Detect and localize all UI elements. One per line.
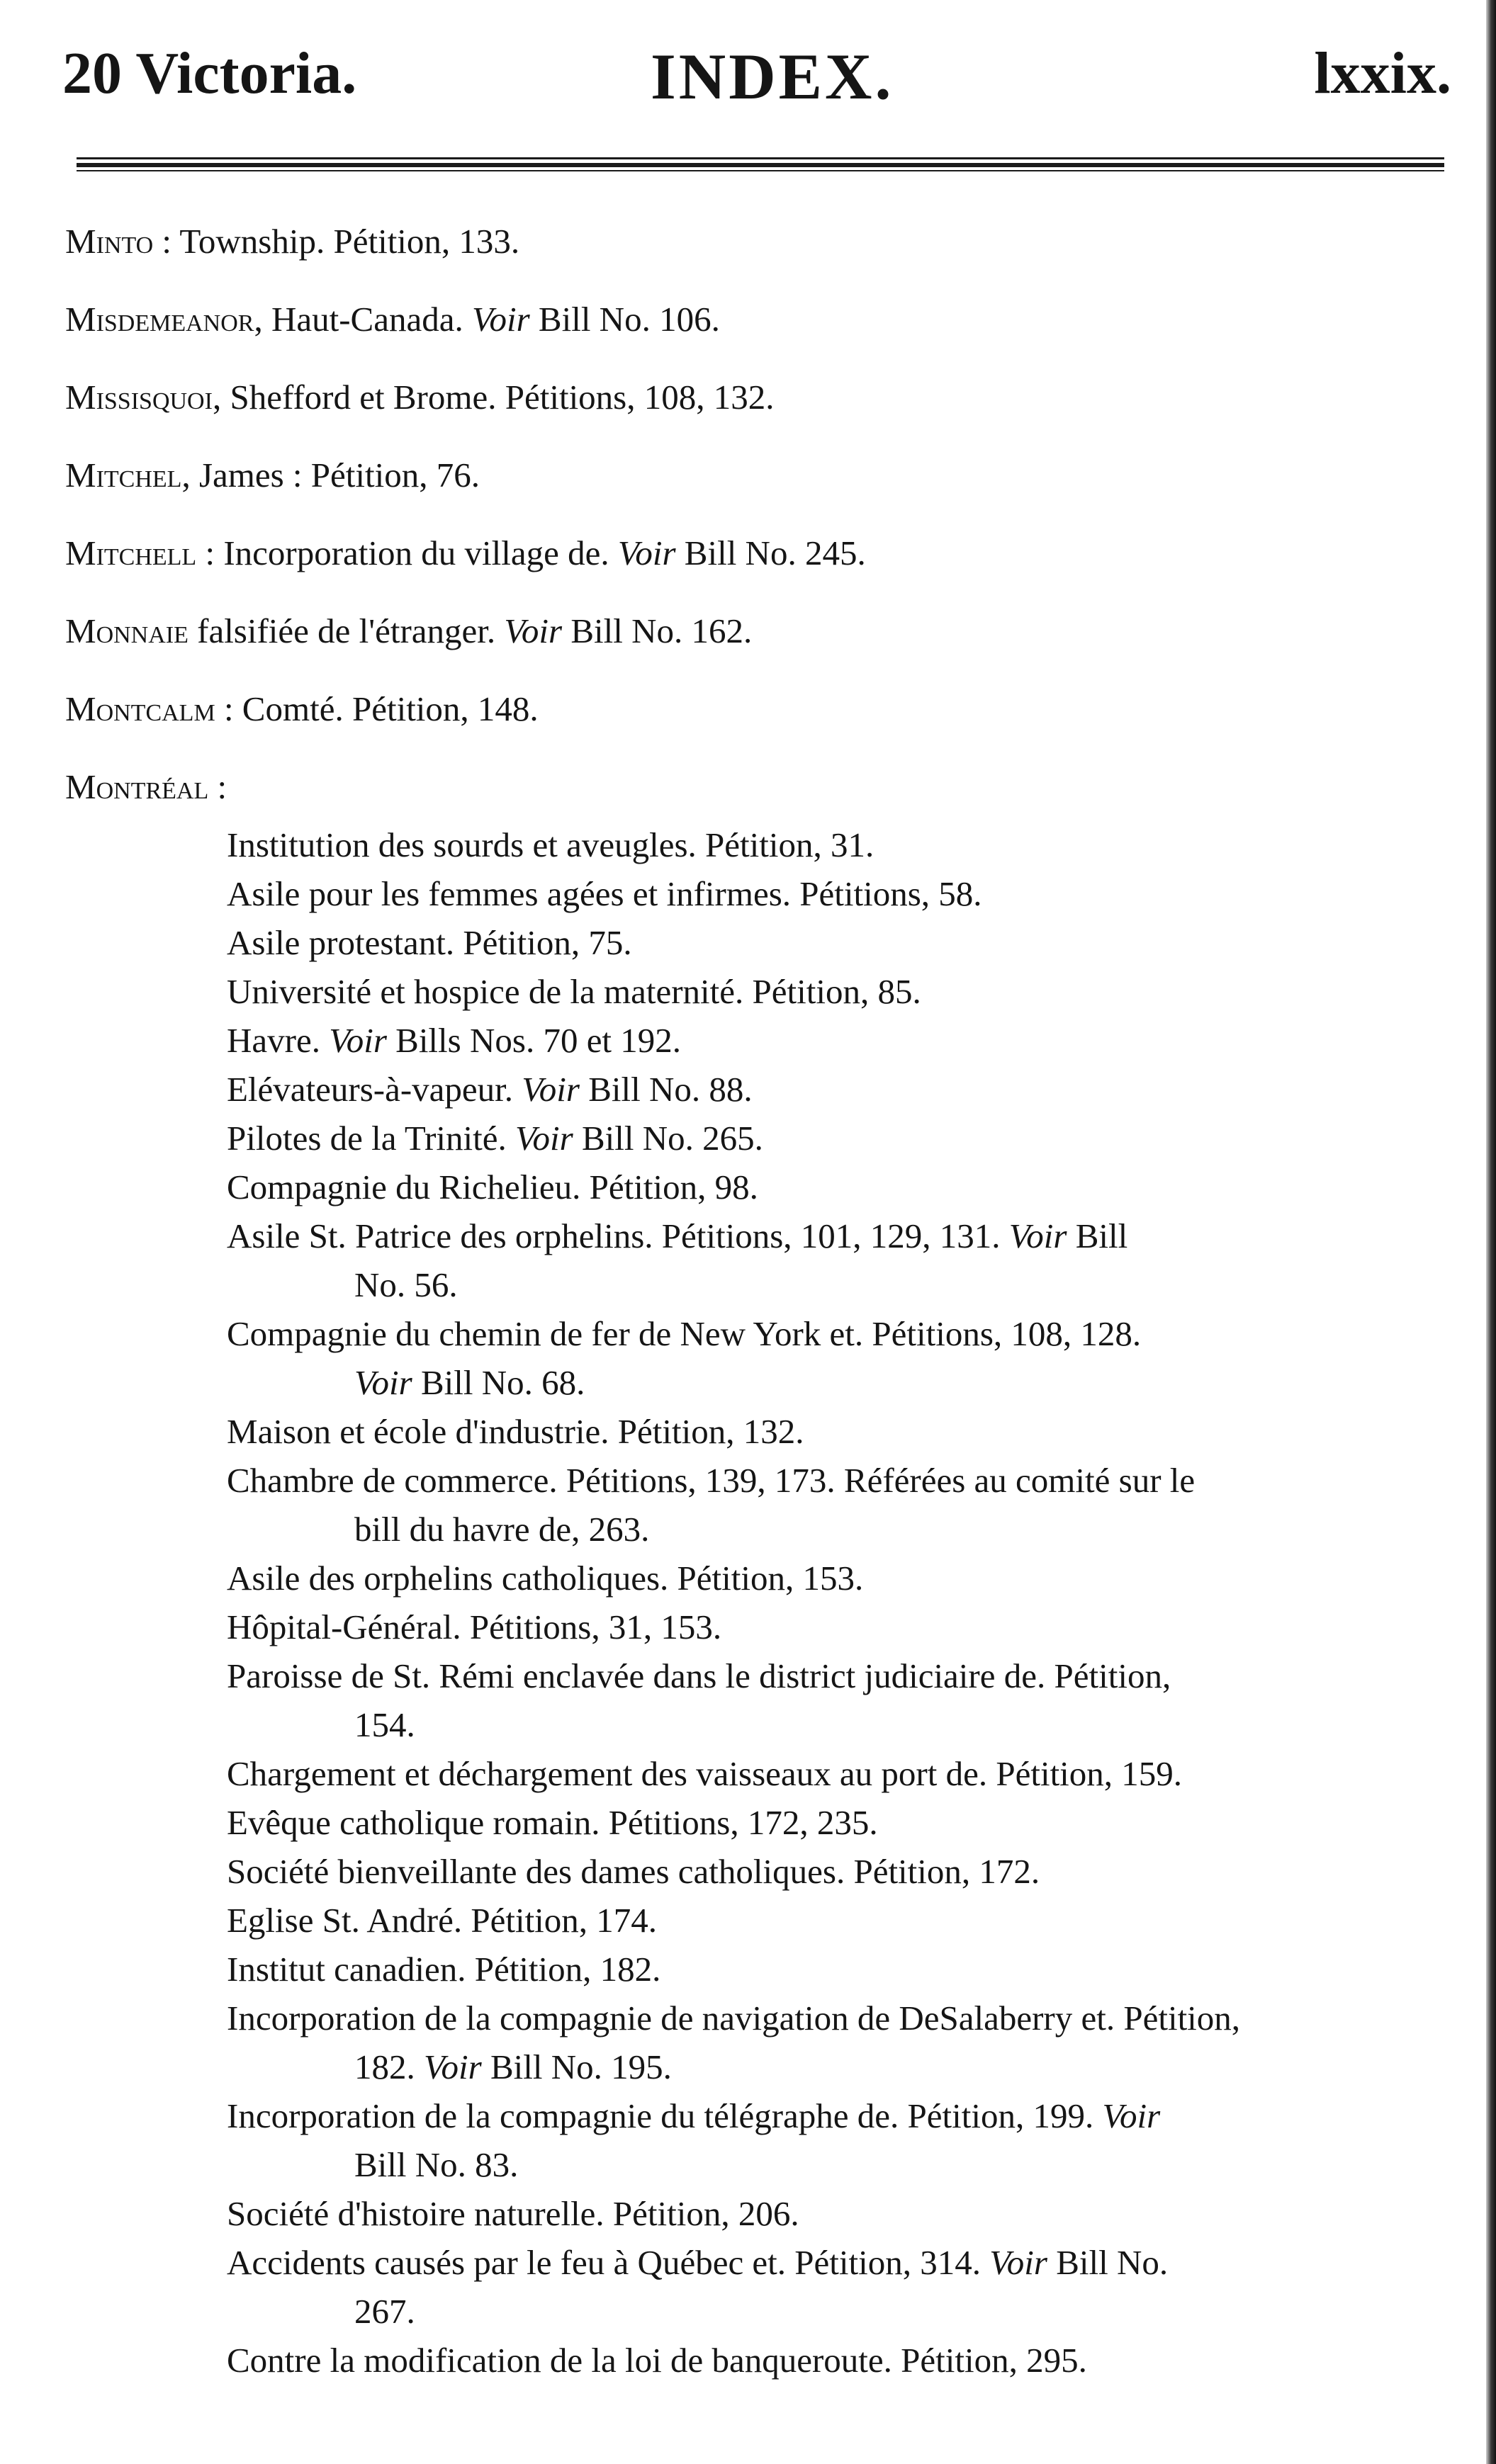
subentry <box>227 2189 1474 2238</box>
header-session: 20 Victoria. <box>62 40 357 106</box>
subentry-text: 182. <box>354 2047 424 2086</box>
subentry-voir: Voir <box>1102 2096 1161 2135</box>
subentry-text: Maison et école d'industrie. Pétition, 132. <box>227 1412 804 1451</box>
subentry-text: Asile protestant. Pétition, 75. <box>227 923 632 962</box>
entry-voir: Voir <box>617 533 676 572</box>
subentry-text: Eglise St. André. Pétition, 174. <box>227 1901 658 1940</box>
subentry <box>227 1016 1474 1065</box>
subentry-continuation: Bill No. 83. <box>354 2145 519 2184</box>
subentry-voir: Voir <box>354 1363 412 1402</box>
subentry <box>227 1163 1474 1211</box>
entry-text: , Haut-Canada. <box>254 300 472 339</box>
subentry-text: Compagnie du Richelieu. Pétition, 98. <box>227 1168 758 1206</box>
header-rule <box>77 157 1444 159</box>
subentry-text: Bill No. <box>1047 2243 1169 2282</box>
subentry-voir: Voir <box>1008 1216 1067 1255</box>
index-entry <box>65 611 752 651</box>
subentry-text: Accidents causés par le feu à Québec et. Pétition, 314. <box>227 2243 990 2282</box>
index-entry <box>65 377 775 417</box>
entry-text: : Township. Pétition, 133. <box>153 222 520 261</box>
entry-voir: Voir <box>471 300 530 339</box>
subentry-text: Elévateurs-à-vapeur. <box>227 1070 522 1109</box>
entry-heading: Minto <box>65 222 154 261</box>
entry-heading: Monnaie <box>65 611 189 650</box>
subentry <box>227 869 1474 918</box>
subentry <box>227 1994 1474 2042</box>
entry-heading: Mitchell <box>65 533 197 572</box>
subentry-continuation: bill du havre de, 263. <box>354 1510 650 1549</box>
subentry-voir: Voir <box>329 1021 387 1060</box>
subentry-text: Université et hospice de la maternité. Pétition, 85. <box>227 972 921 1011</box>
entry-text: Bill No. 106. <box>529 300 720 339</box>
subentry-continuation <box>227 1358 1474 1407</box>
page-edge-shadow <box>1486 0 1496 2464</box>
subentry <box>227 1798 1474 1847</box>
subentry-text: Pilotes de la Trinité. <box>227 1119 516 1158</box>
subentry <box>227 2091 1474 2140</box>
subentry <box>227 967 1474 1016</box>
subentry <box>227 1554 1474 1603</box>
subentry-text: Hôpital-Général. Pétitions, 31, 153. <box>227 1607 722 1646</box>
subentry <box>227 1456 1474 1505</box>
index-entry <box>65 455 480 495</box>
entry-text: Bill No. 162. <box>562 611 753 650</box>
entry-heading: Montréal <box>65 767 209 806</box>
subentry-voir: Voir <box>522 1070 580 1109</box>
subentry-text: Bill No. 195. <box>481 2047 672 2086</box>
subentry-text: Société bienveillante des dames catholiques. Pétition, 172. <box>227 1852 1040 1891</box>
subentry-text: Contre la modification de la loi de banqueroute. Pétition, 295. <box>227 2341 1087 2380</box>
subentry-text: Asile des orphelins catholiques. Pétition, 153. <box>227 1559 864 1598</box>
index-entry <box>65 767 227 807</box>
page-header <box>62 39 1451 124</box>
subentry <box>227 1065 1474 1114</box>
subentry-continuation: 267. <box>354 2292 415 2331</box>
subentry-continuation: No. 56. <box>354 1265 458 1304</box>
subentry-text: Bill No. 68. <box>412 1363 585 1402</box>
entry-text: : <box>208 767 227 806</box>
entry-heading: Mitchel <box>65 456 182 495</box>
subentry-text: Paroisse de St. Rémi enclavée dans le district judiciaire de. Pétition, <box>227 1656 1171 1695</box>
subentry <box>227 1309 1474 1358</box>
header-title: INDEX. <box>651 40 894 113</box>
subentry <box>227 2238 1474 2287</box>
subentry-text: Incorporation de la compagnie du télégraphe de. Pétition, 199. <box>227 2096 1103 2135</box>
subentry-text: Bills Nos. 70 et 192. <box>386 1021 682 1060</box>
subentry <box>227 918 1474 967</box>
subentry-text: Evêque catholique romain. Pétitions, 172, 235. <box>227 1803 878 1842</box>
header-rule <box>77 163 1444 167</box>
entry-text: falsifiée de l'étranger. <box>188 611 505 650</box>
entry-voir: Voir <box>504 611 563 650</box>
subentry <box>227 1896 1474 1945</box>
subentry <box>227 820 1474 869</box>
subentry-text: Institution des sourds et aveugles. Pétition, 31. <box>227 825 874 864</box>
subentry-continuation: 154. <box>354 1705 415 1744</box>
header-page-number: lxxix. <box>1314 40 1451 106</box>
subentry-text: Bill <box>1067 1216 1128 1255</box>
subentry <box>227 1945 1474 1994</box>
index-entry <box>65 299 720 339</box>
subentry <box>227 1407 1474 1456</box>
subentry <box>227 1749 1474 1798</box>
entry-text: Bill No. 245. <box>675 533 866 572</box>
subentry-text: Asile St. Patrice des orphelins. Pétitions, 101, 129, 131. <box>227 1216 1009 1255</box>
entry-text: , James : Pétition, 76. <box>181 456 480 495</box>
entry-heading: Montcalm <box>65 689 215 728</box>
subentry-voir: Voir <box>424 2047 482 2086</box>
subentry-text: Asile pour les femmes agées et infirmes. Pétitions, 58. <box>227 874 982 913</box>
index-entry <box>65 689 539 729</box>
subentry-text: Bill No. 265. <box>573 1119 763 1158</box>
index-entry <box>65 533 866 573</box>
subentry-text: Bill No. 88. <box>579 1070 753 1109</box>
subentry-continuation <box>227 2042 1474 2091</box>
subentry-voir: Voir <box>989 2243 1047 2282</box>
subentry-text: Institut canadien. Pétition, 182. <box>227 1950 661 1989</box>
entry-text: : Comté. Pétition, 148. <box>215 689 539 728</box>
entry-text: : Incorporation du village de. <box>196 533 618 572</box>
montreal-subentries <box>227 820 1474 2385</box>
subentry <box>227 1847 1474 1896</box>
subentry-text: Incorporation de la compagnie de navigation de DeSalaberry et. Pétition, <box>227 1999 1241 2038</box>
subentry-voir: Voir <box>515 1119 573 1158</box>
subentry <box>227 1114 1474 1163</box>
subentry-text: Chambre de commerce. Pétitions, 139, 173. Référées au comité sur le <box>227 1461 1196 1500</box>
subentry <box>227 1211 1474 1260</box>
entry-heading: Misdemeanor <box>65 300 254 339</box>
subentry <box>227 2336 1474 2385</box>
subentry <box>227 1603 1474 1651</box>
subentry <box>227 1651 1474 1700</box>
index-entry <box>65 221 519 261</box>
header-rule <box>77 170 1444 171</box>
subentry-text: Havre. <box>227 1021 330 1060</box>
subentry-text: Compagnie du chemin de fer de New York et. Pétitions, 108, 128. <box>227 1314 1142 1353</box>
entry-heading: Missisquoi <box>65 378 213 417</box>
subentry-text: Chargement et déchargement des vaisseaux au port de. Pétition, 159. <box>227 1754 1183 1793</box>
entry-text: , Shefford et Brome. Pétitions, 108, 132. <box>212 378 775 417</box>
subentry-text: Société d'histoire naturelle. Pétition, 206. <box>227 2194 799 2233</box>
